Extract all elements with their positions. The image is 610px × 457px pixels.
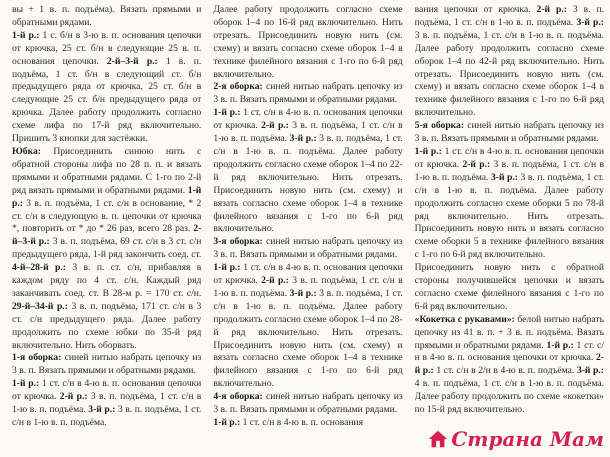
row-label: 1-я оборка: [12,352,62,364]
text-run: 3 в. п. подъёма, 1 ст. с/н в 1-ю в. п. подъёма. [213,275,403,299]
row-label: 2-й р.: [462,158,491,170]
column-3 [415,4,604,457]
row-label: 4-я оборка: [213,391,263,403]
text-run: 1 ст. с/н в 4-ю в. п. основания цепочки от крючка. [12,378,202,403]
text-run: синей нитью набрать цепочку из 3 в. п. Вязать прямыми и обратными рядами. [213,81,403,106]
paragraph [213,262,402,391]
row-label: 2-й р.: [536,4,567,15]
logo-text: Страна Мам [451,427,604,451]
watermark-logo [427,427,604,451]
row-label: 1-й р.: [12,29,40,41]
row-label: 5-я оборка: [414,120,465,132]
text-run: 3 в. п. подъёма, 171 ст. с/н в 3 ст. с/н предыдущего ряда. Далее работу продолжить по схеме юбки по 35-й ряд включительно. Нить оборвать. [12,300,202,351]
paragraph [12,146,201,353]
text-run: 3 в. п. подъёма, 1 ст. с/н в 1-ю в. п. подъёма. Далее работу продолжить согласно схеме оборок 1–4 по 28-й ряд включительно. Нить отрезать. Присоединить новую нить (см. схему) и вязать согласно схеме оборок 1–4 в технике филейного вязания с 1-го по 6-й ряд включительно. [213,287,403,390]
text-run: 1 с. б/н в 3-ю в. п. основания цепочки от крючка, 25 ст. б/н в следующие 25 в. п. основания цепочки. [12,29,202,67]
text-run: 1 ст. с/н в 4-ю в. п. основания цепочки от крючка. [414,339,604,364]
text-run: 3 в. п. подъёма, 69 ст. с/н в 3 ст. с/н предыдущего ряда, 1-й ряд закончить соед. ст. [12,236,202,261]
row-label: 2-й р.: [261,275,289,287]
text-run: 1 ст. с/н в 4-ю в. п. основания цепочки от крючка. [213,107,403,132]
text-run: 3 в. п. подъёма, 1 ст. с/н в 1-ю в. п. подъёма. Далее работу продолжить согласно схеме оборок 1–4 по 42-й ряд включительно. Нить отрезать. Присоединить новую нить (см. схему) и вязать согласно схеме оборок 1–4 в технике филейного вязания с 1-го по 6-й ряд включительно. [414,29,604,119]
row-label: 1-й р.: [414,145,442,157]
paragraph [213,236,402,262]
row-label: «Кокетка с рукавами»: [414,313,515,325]
text-run: 4 в. п. подъёма, 1 ст. с/н в 1-ю в. п. подъёма. Далее работу продолжить по схеме «кокетки» по 15-й ряд включительно. [414,378,604,416]
row-label: 2-я оборка: [213,81,263,93]
paragraph [415,262,604,314]
row-label: 1-й р.: [12,378,40,390]
text-run: 3 в. п. подъёма, 1 ст. с/н в 1-ю в. п. подъёма. [12,404,202,428]
row-label: 1-й р.: [12,184,202,209]
paragraph [12,4,201,30]
paragraph [213,4,402,81]
text-run: 3 в. п. подъёма, 1 ст. с/н в 1-ю в. п. подъёма. [213,120,403,145]
column-2 [213,4,402,457]
text-run: синей нитью набрать цепочку из 3 в. п. Вязать прямыми и обратными рядами. [213,236,403,261]
text-run: 3 в. п. подъёма, 1 ст. с/н в 1-ю в. п. подъёма. Далее работу продолжить согласно схеме оборки 5 по 78-й ряд включительно. Нить отрезать. Присоединить новую нить и вязать согласно схеме оборки 5 в технике филейного вязания с 1-го по 6-й ряд включительно. [414,171,604,261]
text-columns [12,4,604,457]
paragraph [415,146,604,262]
paragraph [12,352,201,378]
row-label: 2-й–3-й р.: [106,55,158,67]
paragraph [415,314,604,417]
text-run: 1 ст. с/н в 4-ю в. п. основания [240,417,364,428]
text-run: Далее работу продолжить согласно схеме оборок 1–4 по 16-й ряд включительно. Нить отрезать. Присоединить новую нить (см. схему) и вязать согласно схеме оборок 1–4 в технике филейного вязания с 1-го по 6-й ряд включительно. [213,4,403,80]
text-run: 3 в. п. подъёма, 1 ст. с/н в 1-ю в. п. подъёма. [12,391,202,416]
paragraph [213,81,402,107]
row-label: 2-й р.: [59,391,88,403]
text-run: 3 в. п. подъёма, 1 ст. с/н в 1-ю в. п. подъёма. [414,4,604,28]
row-label: 2-й–3-й р.: [12,223,202,248]
row-label: 3-я оборка: [213,236,263,248]
row-label: 3-й р.: [88,404,116,416]
paragraph [12,378,201,430]
text-run: 1 ст. с/н в 4-ю в. п. основания цепочки от крючка. [213,262,403,287]
row-label: 29-й–34-й р.: [12,300,68,312]
text-run: 3 в. п. ст. с/н, прибавляя в каждом ряду по 4 ст. с/н. Каждый ряд заканчивать соед. ст. В 28-м р. = 170 ст. с/н. [12,262,202,299]
row-label: 1-й р.: [546,339,574,351]
paragraph [415,120,604,146]
row-label: 3-й р.: [576,365,604,377]
text-run: синей нитью набрать цепочку из 3 в. п. Вязать прямыми и обратными рядами. [213,391,403,416]
row-label: 3-й р.: [576,16,604,28]
row-label: 2-й р.: [261,120,289,132]
text-run: 3 в. п. подъёма, 1 ст. с/н в 1-ю в. п. подъёма. [414,158,604,183]
text-run: 1 в. п. подъёма, 1 ст. б/н в следующий ст. б/н предыдущего ряда от крючка, 25 ст. б/н в следующие 25 ст. б/н предыдущего ряда от крючка. Далее работу продолжить согласно схеме лифа по 17-й ряд включительно. Пришить 3 кнопки для застёжки. [12,55,202,145]
house-icon [427,428,449,450]
row-label: 1-й р.: [213,262,241,274]
column-1 [12,4,201,457]
paragraph [415,4,604,120]
text-run: синей нитью набрать цепочку из 3 в. п. Вязать прямыми и обратными рядами. [414,120,604,145]
row-label: 1-й р.: [213,107,241,119]
paragraph [213,417,402,430]
row-label: 3-й р.: [289,133,317,145]
row-label: 1-й р.: [213,417,241,428]
paragraph [12,30,201,146]
paragraph [213,107,402,236]
row-label: 3-й р.: [490,171,518,183]
text-run: 3 в. п. подъёма, 1 ст. с/н в 1-ю в. п. подъёма. Далее работу продолжить согласно схеме оборок 1–4 по 22-й ряд включительно. Нить отрезать. Присоединить новую нить (см. схему) и вязать согласно схеме оборок 1–4 в технике филейного вязания с 1-го по 6-й ряд включительно. [213,133,403,235]
text-run: Присоединить синюю нить с обратной стороны лифа по 28 п. п. и вязать прямыми и обратными рядами. С 1-го по 2-й ряд вязать прямыми и обратными рядами. [12,145,202,196]
row-label: Юбка: [12,145,41,157]
text-run: 1 ст. с/н в 2/н в 4-ю в. п. подъёма. [433,365,577,377]
text-run: вы + 1 в. п. подъёма). Вязать прямыми и обратными рядами. [12,4,202,28]
text-run: Присоединить новую нить с обратной стороны получившейся цепочки и вязать согласно схеме филейного вязания с 1-го по 6-й ряд включительно. [414,262,604,312]
text-run: синей нитью набрать цепочку из 3 в. п. Вязать прямыми и обратными рядами. [12,352,202,377]
text-run: белой нитью набрать цепочку из 41 в. п. + 3 в. п. подъёма. Вязать прямыми и обратными рядами. [414,313,604,351]
text-run: 1 ст. с/н в 4-ю в. п. основания цепочки от крючка. [414,145,604,170]
text-run: 3 в. п. подъёма, 1 ст. с/н в основание, * 2 ст. с/н в следующую в. п. цепочки от крючка *, повторить от * до * 26 раз, всего 28 раз. [12,197,202,235]
row-label: 2-й р.: [414,352,604,377]
row-label: 4-й–28-й р.: [12,262,66,274]
paragraph [213,391,402,417]
text-run: вания цепочки от крючка. [414,4,537,15]
row-label: 3-й р.: [289,287,317,299]
